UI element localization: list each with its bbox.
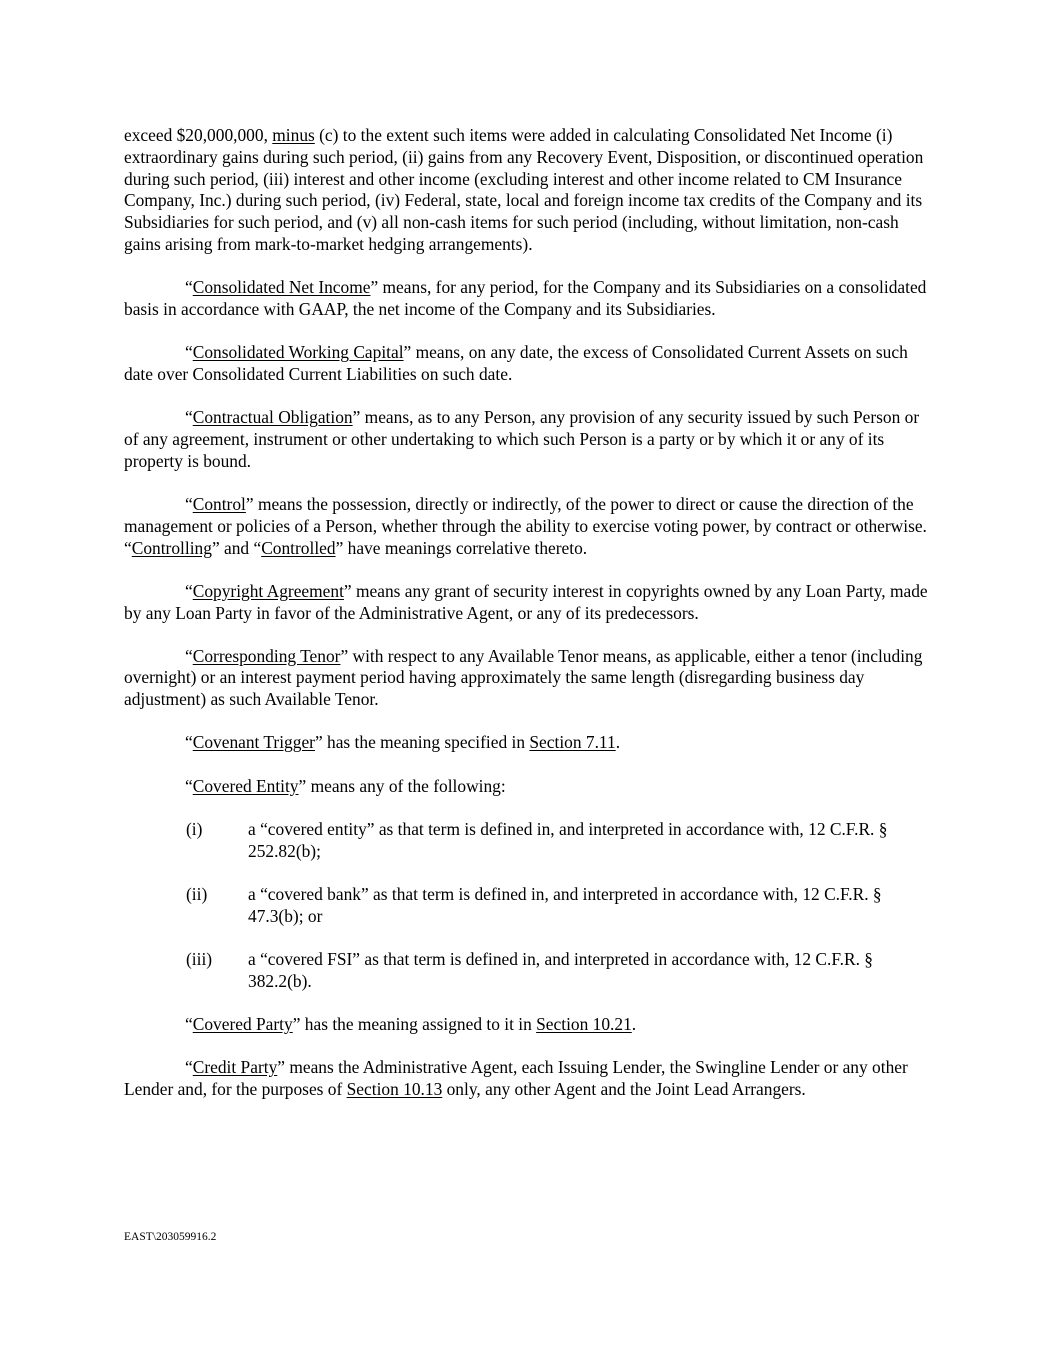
defined-term: Covered Party — [192, 1013, 293, 1034]
definition-corresponding-tenor: “Corresponding Tenor” with respect to any Available Tenor means, as applicable, either a tenor (including overnight) or an interest payment period having approximately the same length (disregarding business day adjustment) as such Available Tenor. — [124, 645, 923, 710]
list-item — [124, 884, 934, 928]
minus-term: minus — [272, 125, 315, 145]
section-reference: Section 7.11 — [529, 732, 616, 753]
list-item — [124, 949, 934, 993]
section-reference: Section 10.21 — [536, 1013, 632, 1034]
definition-consolidated-net-income: “Consolidated Net Income” means, for any period, for the Company and its Subsidiaries on a consolidated basis in accordance with GAAP, the net income of the Company and its Subsidiaries. — [124, 277, 927, 319]
definition-control: “Control” means the possession, directly or indirectly, of the power to direct or cause the direction of the management or policies of a Person, whether through the ability to exercise voting power, by contract or otherwise. “Controlling” and “Controlled” have meanings correlative thereto. — [124, 493, 927, 558]
defined-term: Covenant Trigger — [192, 732, 315, 753]
defined-term: Credit Party — [192, 1056, 278, 1077]
list-item-text: a “covered entity” as that term is defined in, and interpreted in accordance with, 12 C.F.R. § 252.82(b); — [248, 818, 888, 861]
definition-consolidated-working-capital: “Consolidated Working Capital” means, on any date, the excess of Consolidated Current Assets on such date over Consolidated Current Liabilities on such date. — [124, 342, 908, 384]
defined-term: Controlled — [261, 537, 336, 558]
defined-term: Contractual Obligation — [192, 407, 353, 428]
list-item-text: a “covered FSI” as that term is defined in, and interpreted in accordance with, 12 C.F.R. § 382.2(b). — [248, 948, 873, 991]
defined-term: Copyright Agreement — [192, 580, 344, 601]
defined-term: Consolidated Working Capital — [192, 342, 404, 363]
definition-contractual-obligation: “Contractual Obligation” means, as to any Person, any provision of any security issued by such Person or of any agreement, instrument or other undertaking to which such Person is a party or by which it or any of its property is bound. — [124, 407, 920, 471]
list-item — [124, 819, 934, 863]
section-reference: Section 10.13 — [346, 1078, 443, 1099]
definition-covered-entity: “Covered Entity” means any of the following: — [185, 775, 506, 796]
definition-covenant-trigger: “Covenant Trigger” has the meaning specified in Section 7.11. — [185, 732, 621, 753]
defined-term: Control — [192, 493, 246, 514]
definition-credit-party: “Credit Party” means the Administrative Agent, each Issuing Lender, the Swingline Lender or any other Lender and, for the purposes of Section 10.13 only, any other Agent and the Joint Lead Arrangers. — [124, 1056, 908, 1099]
defined-term: Consolidated Net Income — [192, 277, 371, 298]
document-body — [124, 125, 934, 1122]
list-item-number: (ii) — [186, 883, 208, 904]
defined-term: Covered Entity — [192, 775, 299, 796]
list-item-text: a “covered bank” as that term is defined in, and interpreted in accordance with, 12 C.F.R. § 47.3(b); or — [248, 883, 882, 926]
paragraph-ebitda-continuation: exceed $20,000,000, minus (c) to the extent such items were added in calculating Consolidated Net Income (i) extraordinary gains during such period, (ii) gains from any Recovery Event, Disposition, or discontinued operation during such period, (iii) interest and other income (excluding interest and other income related to CM Insurance Company, Inc.) during such period, (iv) Federal, state, local and foreign income tax credits of the Company and its Subsidiaries for such period, and (v) all non-cash items for such period (including, without limitation, non-cash gains arising from mark-to-market hedging arrangements). — [124, 125, 924, 254]
definition-copyright-agreement: “Copyright Agreement” means any grant of security interest in copyrights owned by any Loan Party, made by any Loan Party in favor of the Administrative Agent, or any of its predecessors. — [124, 580, 928, 623]
defined-term: Corresponding Tenor — [192, 645, 341, 666]
list-item-number: (iii) — [186, 948, 213, 969]
definition-covered-party: “Covered Party” has the meaning assigned to it in Section 10.21. — [185, 1013, 637, 1034]
document-footer-id: EAST\203059916.2 — [124, 1231, 217, 1243]
list-item-number: (i) — [186, 818, 203, 839]
defined-term: Controlling — [131, 537, 212, 558]
